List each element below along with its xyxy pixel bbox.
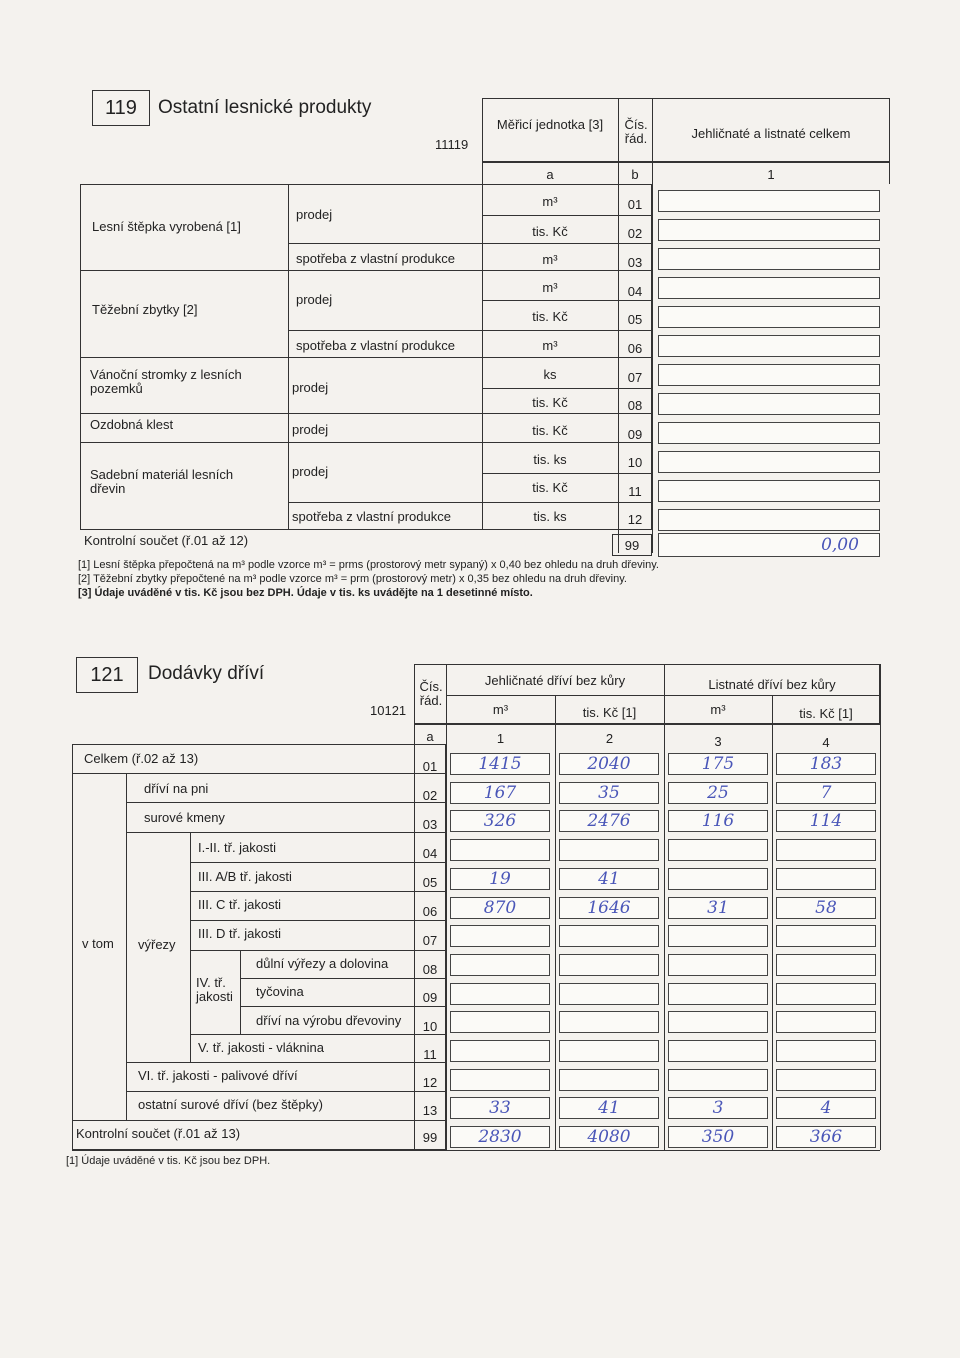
section-121-number: 121	[90, 664, 124, 686]
s121-value-r13-c3: 3	[712, 1098, 724, 1118]
s119-sub-prodej-2: prodej	[296, 292, 333, 307]
s119-no-09: 09	[627, 427, 643, 442]
s121-sub-a: a	[426, 729, 434, 744]
s119-value-04[interactable]	[658, 277, 880, 299]
s119-sub-b: b	[631, 167, 639, 182]
section-119-code: 11119	[435, 137, 469, 152]
s121-value-r99-c4: 366	[809, 1127, 843, 1147]
s121-broad-kc: tis. Kč [1]	[799, 706, 853, 721]
s119-no-08: 08	[627, 398, 643, 413]
s119-no-01: 01	[627, 197, 643, 212]
s121-cell-r11-c3[interactable]	[668, 1040, 768, 1062]
s119-no-06: 06	[627, 341, 643, 356]
s121-cell-r04-c1[interactable]	[450, 839, 550, 861]
s121-value-r01-c2: 2040	[587, 754, 631, 774]
s121-value-r03-c4: 114	[809, 811, 843, 831]
s121-sub-1: 1	[496, 731, 505, 746]
section-119-number: 119	[105, 97, 137, 119]
s121-no-01: 01	[422, 759, 438, 774]
s119-sub-prodej-1: prodej	[296, 207, 333, 222]
s121-value-r06-c2: 1646	[587, 898, 631, 918]
s121-cell-r09-c3[interactable]	[668, 983, 768, 1005]
s119-value-06[interactable]	[658, 335, 880, 357]
s121-value-r02-c4: 7	[820, 783, 832, 803]
s119-rowno-header: Čís. řád.	[624, 117, 648, 147]
s121-value-r99-c3: 350	[701, 1127, 735, 1147]
s121-no-11: 11	[423, 1047, 437, 1062]
section-121-code: 10121	[370, 703, 407, 718]
s121-label-tycovina: tyčovina	[256, 984, 304, 999]
s119-unit-09: tis. Kč	[532, 423, 568, 438]
s121-cell-r05-c3[interactable]	[668, 868, 768, 890]
s121-no-07: 07	[422, 933, 438, 948]
section-119-title: Ostatní lesnické produkty	[158, 97, 372, 118]
s119-value-07[interactable]	[658, 364, 880, 386]
s121-no-02: 02	[422, 788, 438, 803]
s121-no-05: 05	[422, 875, 438, 890]
s119-no-03: 03	[627, 255, 643, 270]
s121-label-j3d: III. D tř. jakosti	[198, 926, 282, 941]
s121-value-r02-c2: 35	[598, 783, 620, 803]
s121-cell-r10-c2[interactable]	[559, 1011, 659, 1033]
s121-value-r99-c1: 2830	[478, 1127, 522, 1147]
s119-unit-07: ks	[543, 367, 557, 382]
s121-cell-r11-c2[interactable]	[559, 1040, 659, 1062]
s121-label-vyroba: dříví na výrobu dřevoviny	[256, 1013, 402, 1028]
s121-broad-header: Listnaté dříví bez kůry	[708, 677, 836, 692]
s121-rowno-header: Čís. řád.	[419, 679, 443, 709]
s119-no-10: 10	[627, 455, 643, 470]
s121-label-kontrolni: Kontrolní součet (ř.01 až 13)	[76, 1126, 241, 1141]
s121-label-v: V. tř. jakosti - vláknina	[198, 1040, 324, 1055]
s121-cell-r07-c2[interactable]	[559, 925, 659, 947]
s121-no-13: 13	[422, 1103, 438, 1118]
s121-label-pni: dříví na pni	[144, 781, 209, 796]
s119-group-tezebni: Těžební zbytky [2]	[92, 302, 198, 317]
s121-value-r01-c4: 183	[809, 754, 843, 774]
s121-no-04: 04	[422, 846, 438, 861]
s121-label-kmeny: surové kmeny	[144, 810, 225, 825]
s121-label-vyrezy: výřezy	[138, 937, 176, 952]
s121-label-j12: I.-II. tř. jakosti	[198, 840, 277, 855]
s121-cell-r05-c4[interactable]	[776, 868, 876, 890]
s121-value-r01-c3: 175	[701, 754, 735, 774]
s121-no-99: 99	[422, 1130, 438, 1145]
s121-cell-r11-c1[interactable]	[450, 1040, 550, 1062]
s121-cell-r04-c4[interactable]	[776, 839, 876, 861]
s121-value-r05-c1: 19	[489, 869, 511, 889]
s119-unit-header: Měřicí jednotka [3]	[496, 117, 604, 132]
s121-value-r01-c1: 1415	[478, 754, 522, 774]
s121-cell-r12-c3[interactable]	[668, 1069, 768, 1091]
s119-group-vanocni: Vánoční stromky z lesních pozemků	[90, 367, 242, 397]
s121-cell-r11-c4[interactable]	[776, 1040, 876, 1062]
s121-cell-r07-c3[interactable]	[668, 925, 768, 947]
s119-value-02[interactable]	[658, 219, 880, 241]
s121-cell-r07-c4[interactable]	[776, 925, 876, 947]
s121-broad-m3: m³	[710, 702, 726, 717]
s119-unit-12: tis. ks	[533, 509, 567, 524]
s121-cell-r08-c4[interactable]	[776, 954, 876, 976]
s119-value-12[interactable]	[658, 509, 880, 531]
s121-no-09: 09	[422, 990, 438, 1005]
s119-no-05: 05	[627, 312, 643, 327]
s119-sub-1: 1	[767, 167, 775, 182]
s119-group-stepka: Lesní štěpka vyrobená [1]	[92, 219, 241, 234]
s121-conif-header: Jehličnaté dříví bez kůry	[484, 673, 626, 688]
s121-label-ostatni: ostatní surové dříví (bez štěpky)	[138, 1097, 323, 1112]
s121-cell-r09-c2[interactable]	[559, 983, 659, 1005]
s119-value-01[interactable]	[658, 190, 880, 212]
s119-sub-spotreba-3: spotřeba z vlastní produkce	[292, 509, 451, 524]
s119-unit-08: tis. Kč	[532, 395, 568, 410]
s119-no-12: 12	[627, 512, 643, 527]
s119-no-07: 07	[627, 370, 643, 385]
s119-no-04: 04	[627, 284, 643, 299]
s121-value-r03-c2: 2476	[587, 811, 631, 831]
s121-value-r13-c4: 4	[820, 1098, 832, 1118]
s119-sub-a: a	[546, 167, 554, 182]
s119-value-10[interactable]	[658, 451, 880, 473]
s121-no-03: 03	[422, 817, 438, 832]
s121-note: [1] Údaje uváděné v tis. Kč jsou bez DPH.	[66, 1155, 271, 1167]
s121-value-r02-c1: 167	[483, 783, 517, 803]
s121-cell-r12-c2[interactable]	[559, 1069, 659, 1091]
s121-cell-r12-c4[interactable]	[776, 1069, 876, 1091]
s121-cell-r10-c3[interactable]	[668, 1011, 768, 1033]
s119-unit-01: m³	[542, 194, 558, 209]
s121-cell-r09-c4[interactable]	[776, 983, 876, 1005]
s121-cell-r08-c2[interactable]	[559, 954, 659, 976]
s121-cell-r04-c2[interactable]	[559, 839, 659, 861]
s121-no-10: 10	[422, 1019, 438, 1034]
s121-sub-2: 2	[605, 731, 614, 746]
s119-unit-10: tis. ks	[533, 452, 567, 467]
s121-value-r05-c2: 41	[598, 869, 620, 889]
s121-label-j3ab: III. A/B tř. jakosti	[198, 869, 292, 884]
s121-left-block	[72, 744, 446, 1150]
s121-value-r06-c4: 58	[815, 898, 837, 918]
s121-value-r06-c3: 31	[707, 898, 729, 918]
s119-unit-06: m³	[542, 338, 558, 353]
s119-unit-05: tis. Kč	[532, 309, 568, 324]
s119-unit-03: m³	[542, 252, 558, 267]
s119-note-2: [2] Těžební zbytky přepočtené na m³ podle vzorce m³ = prm (prostorový metr) x 0,35 bez ohledu na druh dřeviny.	[78, 573, 627, 585]
section-121-title: Dodávky dříví	[148, 663, 265, 684]
s119-sub-prodej-3: prodej	[292, 380, 329, 395]
s119-sub-prodej-5: prodej	[292, 464, 329, 479]
s119-unit-02: tis. Kč	[532, 224, 568, 239]
s121-label-j3c: III. C tř. jakosti	[198, 897, 282, 912]
s119-total-value: 0,00	[821, 535, 859, 555]
s121-cell-r10-c4[interactable]	[776, 1011, 876, 1033]
s119-group-sadebni: Sadební materiál lesních dřevin	[90, 467, 234, 497]
s121-conif-m3: m³	[492, 702, 509, 717]
s121-cell-r09-c1[interactable]	[450, 983, 550, 1005]
s119-unit-04: m³	[542, 280, 558, 295]
s121-value-r03-c1: 326	[483, 811, 517, 831]
s119-note-1: [1] Lesní štěpka přepočtená na m³ podle vzorce m³ = prms (prostorový metr sypaný) x 0,40 bez ohledu na druh dřeviny.	[78, 559, 659, 571]
s119-unit-11: tis. Kč	[532, 480, 568, 495]
s121-no-06: 06	[422, 904, 438, 919]
s121-value-r99-c2: 4080	[587, 1127, 631, 1147]
s119-note-3: [3] Údaje uváděné v tis. Kč jsou bez DPH. Údaje v tis. ks uvádějte na 1 desetinné místo.	[78, 587, 533, 599]
s121-cell-r12-c1[interactable]	[450, 1069, 550, 1091]
s121-value-r13-c1: 33	[489, 1098, 511, 1118]
s121-cell-r10-c1[interactable]	[450, 1011, 550, 1033]
s119-no-11: 11	[628, 484, 642, 499]
s119-group-klest: Ozdobná klest	[90, 417, 174, 432]
s119-sub-prodej-4: prodej	[292, 422, 329, 437]
s119-sub-spotreba-1: spotřeba z vlastní produkce	[296, 251, 455, 266]
s121-sub-4: 4	[822, 735, 830, 750]
s119-total-label: Kontrolní součet (ř.01 až 12)	[84, 533, 249, 548]
s121-cell-r08-c3[interactable]	[668, 954, 768, 976]
s121-value-r13-c2: 41	[598, 1098, 620, 1118]
s121-value-r03-c3: 116	[701, 811, 735, 831]
s121-no-12: 12	[422, 1075, 438, 1090]
s121-label-celkem: Celkem (ř.02 až 13)	[84, 751, 199, 766]
s121-conif-kc: tis. Kč [1]	[582, 705, 637, 720]
s121-label-vtom: v tom	[82, 936, 114, 951]
s121-label-vi: VI. tř. jakosti - palivové dříví	[138, 1068, 298, 1083]
s119-total-no: 99	[624, 538, 640, 553]
s121-no-08: 08	[422, 962, 438, 977]
s119-no-02: 02	[627, 226, 643, 241]
s121-sub-3: 3	[714, 734, 722, 749]
s121-cell-r08-c1[interactable]	[450, 954, 550, 976]
s119-value-09[interactable]	[658, 422, 880, 444]
s121-label-dulni: důlní výřezy a dolovina	[256, 956, 389, 971]
s119-col-header: Jehličnaté a listnaté celkem	[691, 126, 851, 141]
s119-value-08[interactable]	[658, 393, 880, 415]
s121-cell-r04-c3[interactable]	[668, 839, 768, 861]
s121-value-r02-c3: 25	[707, 783, 729, 803]
s119-value-05[interactable]	[658, 306, 880, 328]
s119-sub-spotreba-2: spotřeba z vlastní produkce	[296, 338, 455, 353]
s119-value-03[interactable]	[658, 248, 880, 270]
s119-value-11[interactable]	[658, 480, 880, 502]
s121-value-r06-c1: 870	[483, 898, 517, 918]
s121-label-iv: IV. tř. jakosti	[196, 975, 233, 1005]
s121-cell-r07-c1[interactable]	[450, 925, 550, 947]
